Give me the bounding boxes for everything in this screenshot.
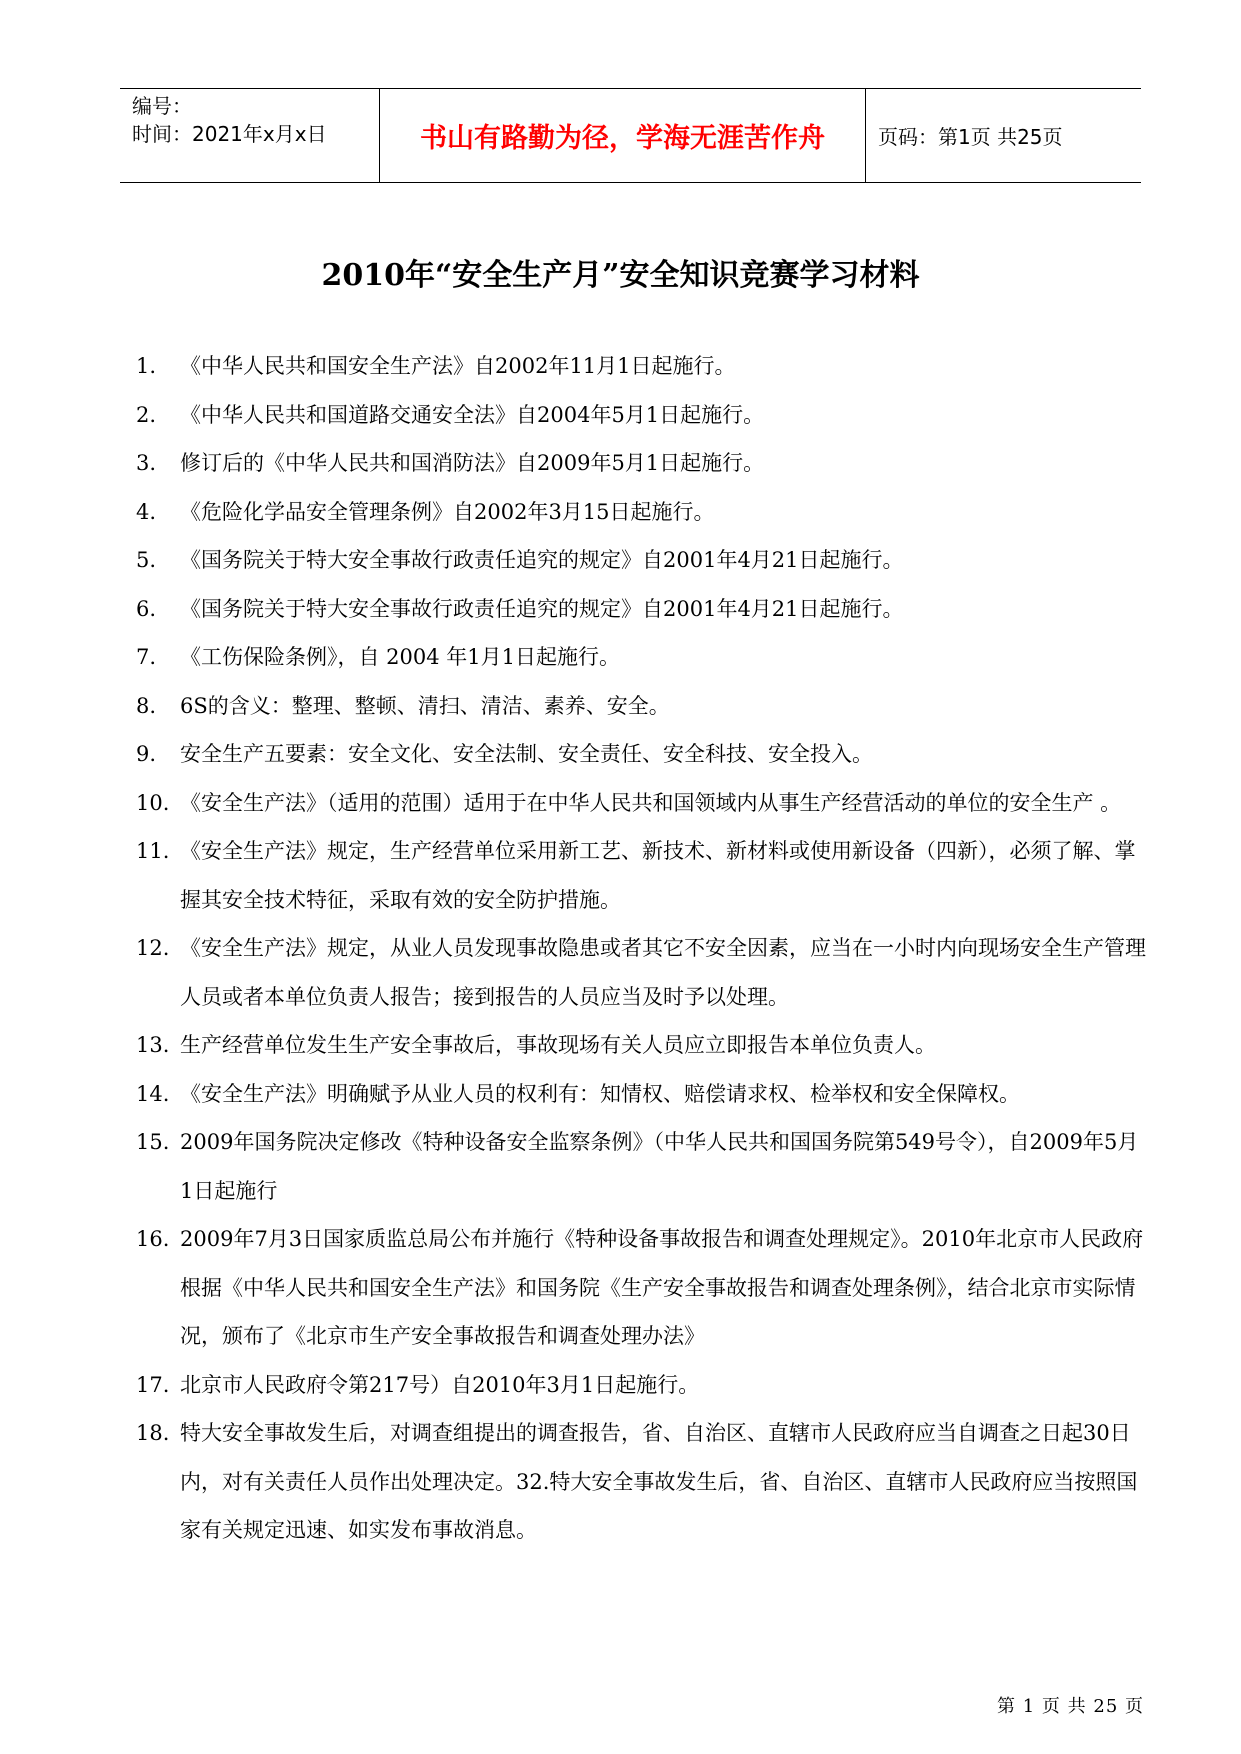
list-item (136, 536, 1146, 585)
item-text: 《中华人民共和国道路交通安全法》自2004年5月1日起施行。 (180, 402, 765, 427)
item-text: 《安全生产法》规定，生产经营单位采用新工艺、新技术、新材料或使用新设备（四新），必须了解、掌握其安全技术特征，采取有效的安全防护措施。 (180, 839, 1136, 912)
item-number: 7. (136, 645, 157, 669)
item-text: 《国务院关于特大安全事故行政责任追究的规定》自2001年4月21日起施行。 (180, 596, 904, 621)
list-item (136, 585, 1146, 634)
item-text: 《工伤保险条例》，自 2004 年1月1日起施行。 (180, 645, 621, 669)
list-item (136, 1118, 1146, 1215)
list-item (136, 924, 1146, 1021)
item-number: 9. (136, 742, 157, 766)
item-number: 11. (136, 839, 170, 863)
header-page-code: 页码：第1页 共25页 (878, 125, 1063, 149)
item-number: 16. (136, 1227, 170, 1251)
list-item (136, 633, 1146, 682)
list-item (136, 439, 1146, 488)
list-item (136, 1409, 1146, 1555)
item-number: 4. (136, 499, 157, 524)
item-number: 18. (136, 1421, 170, 1445)
item-text: 《危险化学品安全管理条例》自2002年3月15日起施行。 (180, 499, 715, 524)
item-text: 《安全生产法》（适用的范围）适用于在中华人民共和国领域内从事生产经营活动的单位的安全生产 。 (180, 790, 1122, 815)
item-text: 6S的含义：整理、整顿、清扫、清洁、素养、安全。 (180, 693, 670, 718)
item-number: 14. (136, 1081, 170, 1106)
list-item (136, 779, 1146, 828)
list-item (136, 488, 1146, 537)
item-text: 生产经营单位发生生产安全事故后，事故现场有关人员应立即报告本单位负责人。 (180, 1033, 936, 1057)
item-text: 修订后的《中华人民共和国消防法》自2009年5月1日起施行。 (180, 451, 765, 475)
item-text: 《国务院关于特大安全事故行政责任追究的规定》自2001年4月21日起施行。 (180, 548, 904, 572)
item-number: 10. (136, 790, 170, 815)
item-number: 5. (136, 548, 157, 572)
item-text: 2009年国务院决定修改《特种设备安全监察条例》（中华人民共和国国务院第549号令），自2009年5月1日起施行 (180, 1130, 1139, 1203)
list-item (136, 682, 1146, 731)
item-text: 安全生产五要素：安全文化、安全法制、安全责任、安全科技、安全投入。 (180, 742, 873, 766)
page-footer: 第 1 页 共 25 页 (997, 1696, 1144, 1717)
list-item (136, 827, 1146, 924)
list-item (136, 1215, 1146, 1361)
header-meta (120, 89, 380, 182)
item-text: 《中华人民共和国安全生产法》自2002年11月1日起施行。 (180, 354, 736, 378)
item-number: 15. (136, 1130, 170, 1154)
list-item (136, 342, 1146, 391)
page-header (120, 88, 1141, 183)
item-list (136, 342, 1146, 1555)
item-number: 6. (136, 596, 157, 621)
item-number: 13. (136, 1033, 170, 1057)
list-item (136, 391, 1146, 440)
item-text: 《安全生产法》明确赋予从业人员的权利有：知情权、赔偿请求权、检举权和安全保障权。 (180, 1081, 1020, 1106)
item-number: 3. (136, 451, 157, 475)
list-item (136, 1070, 1146, 1119)
item-number: 12. (136, 936, 170, 960)
item-number: 8. (136, 693, 157, 718)
item-text: 北京市人民政府令第217号）自2010年3月1日起施行。 (180, 1372, 700, 1397)
list-item (136, 1021, 1146, 1070)
list-item (136, 1361, 1146, 1410)
document-number-label: 编号： (132, 94, 192, 118)
item-number: 1. (136, 354, 157, 378)
list-item (136, 730, 1146, 779)
item-text: 2009年7月3日国家质监总局公布并施行《特种设备事故报告和调查处理规定》。2010年北京市人民政府根据《中华人民共和国安全生产法》和国务院《生产安全事故报告和调查处理条例》，结合北京市实际情况，颁布了《北京市生产安全事故报告和调查处理办法》 (180, 1227, 1144, 1348)
item-number: 2. (136, 402, 157, 427)
header-motto: 书山有路勤为径，学海无涯苦作舟 (380, 89, 866, 182)
document-title: 2010年“安全生产月”安全知识竞赛学习材料 (321, 258, 920, 293)
item-number: 17. (136, 1372, 170, 1397)
document-time-label: 时间：2021年x月x日 (132, 122, 327, 146)
item-text: 特大安全事故发生后，对调查组提出的调查报告，省、自治区、直辖市人民政府应当自调查之日起30日内，对有关责任人员作出处理决定。32.特大安全事故发生后，省、自治区、直辖市人民政府应当按照国家有关规定迅速、如实发布事故消息。 (180, 1421, 1138, 1542)
item-text: 《安全生产法》规定，从业人员发现事故隐患或者其它不安全因素，应当在一小时内向现场安全生产管理人员或者本单位负责人报告；接到报告的人员应当及时予以处理。 (180, 936, 1146, 1009)
